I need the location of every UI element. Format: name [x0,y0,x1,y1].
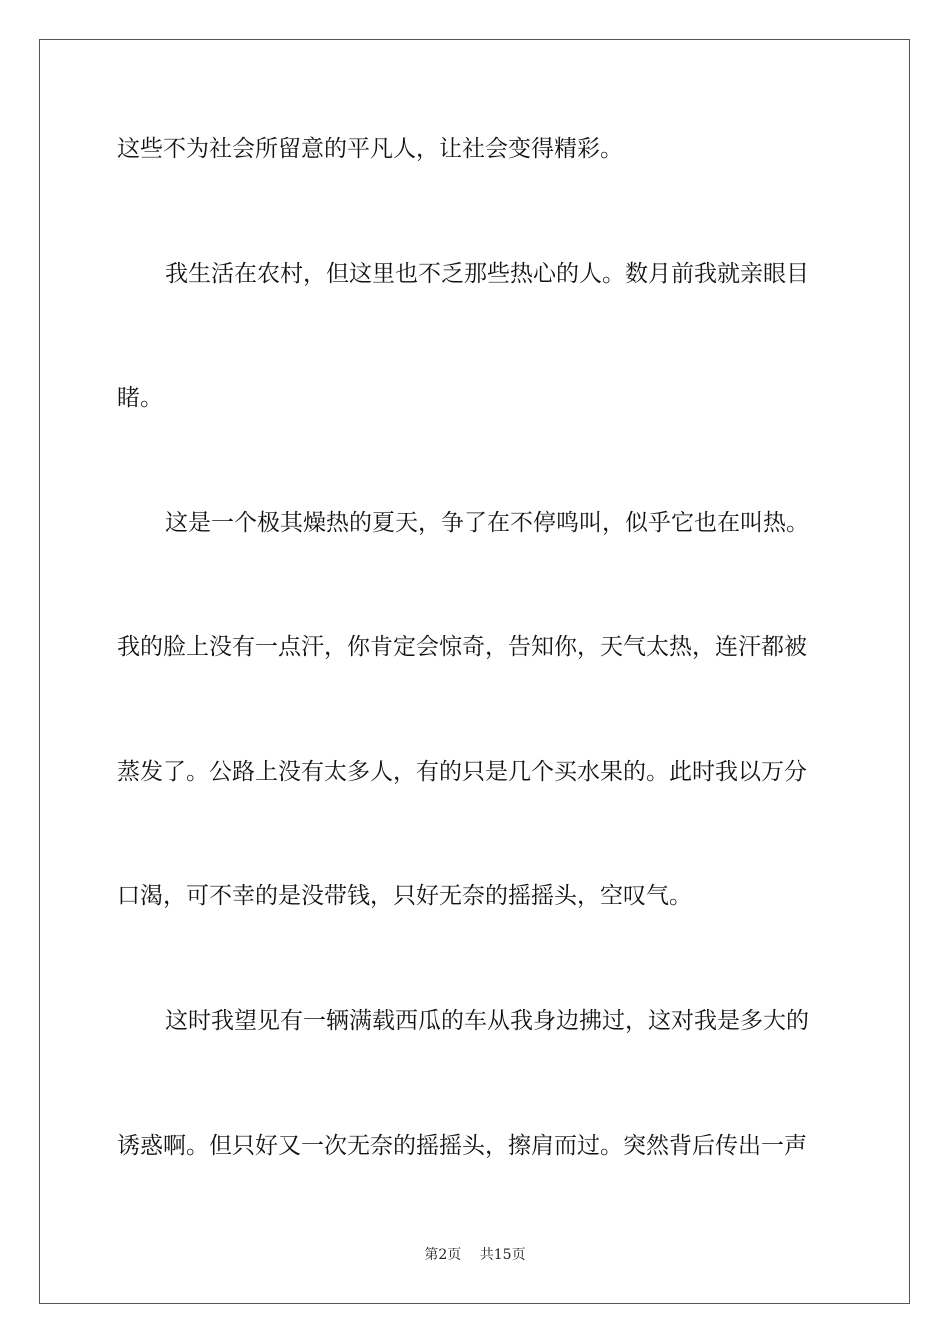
text-line-9: 诱惑啊。但只好又一次无奈的摇摇头，擦肩而过。突然背后传出一声 [117,1133,807,1159]
page-number: 第2页 [424,1247,462,1263]
text-line-5: 我的脸上没有一点汗，你肯定会惊奇，告知你，天气太热，连汗都被 [117,634,807,660]
page-total: 共15页 [479,1247,526,1263]
page-frame [39,39,910,1304]
text-line-7: 口渴，可不幸的是没带钱，只好无奈的摇摇头，空叹气。 [117,883,692,909]
text-line-3: 睹。 [117,385,163,411]
text-line-8: 这时我望见有一辆满载西瓜的车从我身边拂过，这对我是多大的 [165,1008,809,1034]
text-line-1: 这些不为社会所留意的平凡人，让社会变得精彩。 [117,136,623,162]
page-footer [0,1245,950,1265]
text-line-6: 蒸发了。公路上没有太多人，有的只是几个买水果的。此时我以万分 [117,759,807,785]
text-line-4: 这是一个极其燥热的夏天，争了在不停鸣叫，似乎它也在叫热。 [165,510,809,536]
text-line-2: 我生活在农村，但这里也不乏那些热心的人。数月前我就亲眼目 [165,261,809,287]
